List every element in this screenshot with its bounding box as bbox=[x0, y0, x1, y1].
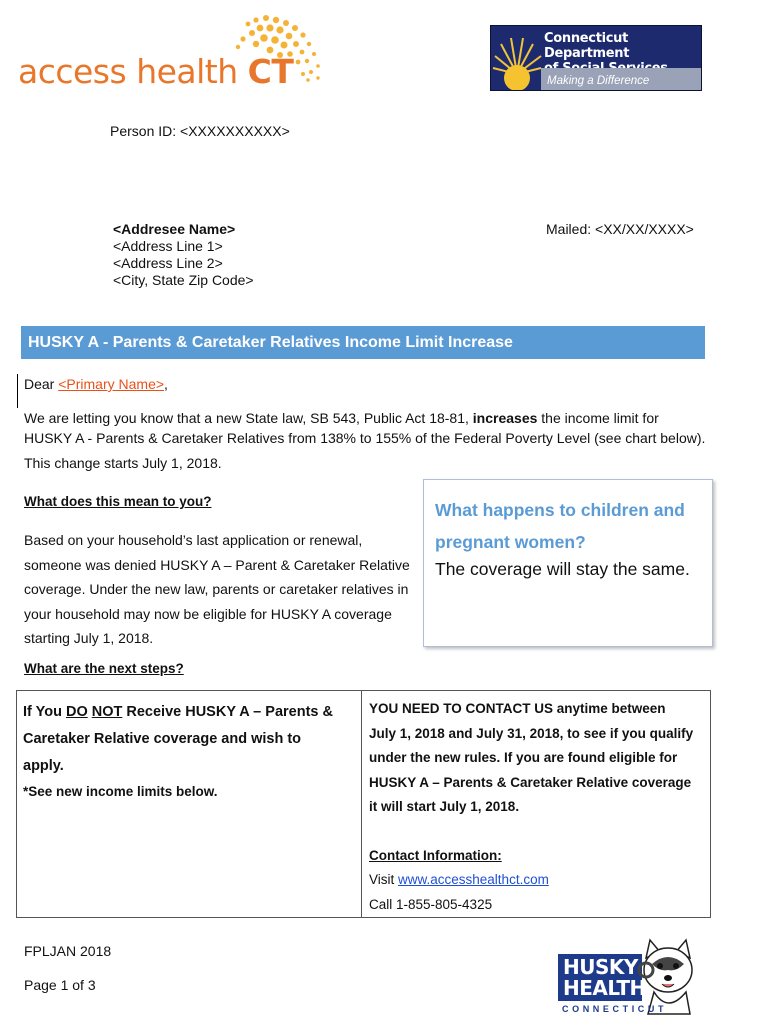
connecticut-word: CONNECTICUT bbox=[562, 1004, 668, 1014]
table-cell-left bbox=[23, 699, 358, 799]
address-line-2: <Address Line 2> bbox=[113, 255, 223, 271]
children-callout-box bbox=[423, 479, 713, 647]
mailed-date: Mailed: <XX/XX/XXXX> bbox=[546, 221, 694, 237]
dss-name-line1: Connecticut Department bbox=[544, 31, 630, 61]
intro-increases: increases bbox=[472, 410, 538, 426]
left-head-post: Receive HUSKY A – Parents & bbox=[122, 704, 333, 720]
meaning-line: coverage. Under the new law, parents or caretaker relatives in bbox=[24, 581, 409, 597]
dss-logo bbox=[490, 25, 702, 91]
ahct-ct: CT bbox=[247, 52, 294, 91]
ahct-wordmark: access health bbox=[18, 52, 238, 91]
primary-name-field: <Primary Name> bbox=[58, 376, 165, 392]
sunrise-icon bbox=[491, 26, 543, 90]
income-limits-note: *See new income limits below. bbox=[23, 784, 218, 799]
right-line: July 1, 2018 and July 31, 2018, to see if you qualify bbox=[369, 725, 694, 741]
meaning-paragraph bbox=[24, 528, 410, 651]
meaning-line: your household may now be eligible for HUSKY A coverage bbox=[24, 605, 392, 622]
address-line-1: <Address Line 1> bbox=[113, 238, 223, 254]
left-head-do: DO bbox=[65, 704, 88, 720]
intro-1a: We are letting you know that a new State law, SB 543, Public Act 18-81, bbox=[24, 410, 473, 426]
husky-health-logo bbox=[556, 936, 706, 1020]
question-heading-2: What are the next steps? bbox=[24, 661, 184, 676]
callout-title-line1: What happens to children and bbox=[435, 500, 685, 520]
greeting-comma: , bbox=[164, 376, 168, 392]
intro-1c: the income limit for bbox=[537, 410, 659, 426]
callout-title-line2: pregnant women? bbox=[435, 532, 586, 552]
addressee-name: <Addresee Name> bbox=[113, 221, 236, 237]
left-head-line3: apply. bbox=[23, 758, 64, 774]
title-banner bbox=[21, 326, 705, 359]
page-title: HUSKY A - Parents & Caretaker Relatives Income Limit Increase bbox=[28, 334, 513, 351]
right-line: it will start July 1, 2018. bbox=[369, 799, 520, 814]
website-link[interactable]: www.accesshealthct.com bbox=[398, 872, 549, 887]
left-head-pre: If You bbox=[23, 704, 66, 720]
meaning-line: starting July 1, 2018. bbox=[24, 630, 154, 646]
husky-word: HUSKY bbox=[563, 955, 638, 979]
intro-2: HUSKY A - Parents & Caretaker Relatives from 138% to 155% of the Federal Poverty Level (see chart below). bbox=[24, 430, 706, 446]
address-city: <City, State Zip Code> bbox=[113, 272, 254, 288]
health-word: HEALTH bbox=[563, 976, 646, 1000]
right-line: under the new rules. If you are found eligible for bbox=[369, 750, 678, 765]
visit-label: Visit bbox=[369, 872, 399, 887]
meaning-line: someone was denied HUSKY A – Parent & Caretaker Relative bbox=[24, 556, 410, 573]
contact-heading: Contact Information: bbox=[369, 847, 502, 863]
text-cursor bbox=[17, 374, 18, 408]
callout-body: The coverage will stay the same. bbox=[435, 559, 690, 579]
question-heading-1: What does this mean to you? bbox=[24, 494, 212, 509]
person-id: Person ID: <XXXXXXXXXX> bbox=[110, 123, 290, 139]
left-head-not: NOT bbox=[91, 704, 123, 720]
table-cell-right bbox=[369, 697, 704, 917]
right-line: HUSKY A – Parents & Caretaker Relative coverage bbox=[369, 774, 692, 790]
phone-number: Call 1-855-805-4325 bbox=[369, 896, 493, 912]
meaning-line: Based on your household’s last application or renewal, bbox=[24, 532, 363, 548]
greeting-dear: Dear bbox=[24, 376, 59, 392]
intro-3: This change starts July 1, 2018. bbox=[24, 454, 222, 471]
greeting bbox=[24, 376, 168, 392]
address-block bbox=[113, 221, 254, 289]
dss-motto: Making a Difference bbox=[547, 75, 650, 87]
left-head-line2: Caretaker Relative coverage and wish to bbox=[23, 731, 302, 747]
form-code: FPLJAN 2018 bbox=[24, 943, 112, 959]
intro-paragraph bbox=[24, 410, 705, 475]
page-number: Page 1 of 3 bbox=[24, 977, 96, 993]
right-line: YOU NEED TO CONTACT US anytime between bbox=[369, 701, 666, 716]
next-steps-table bbox=[16, 690, 711, 918]
access-health-ct-logo bbox=[18, 14, 318, 96]
